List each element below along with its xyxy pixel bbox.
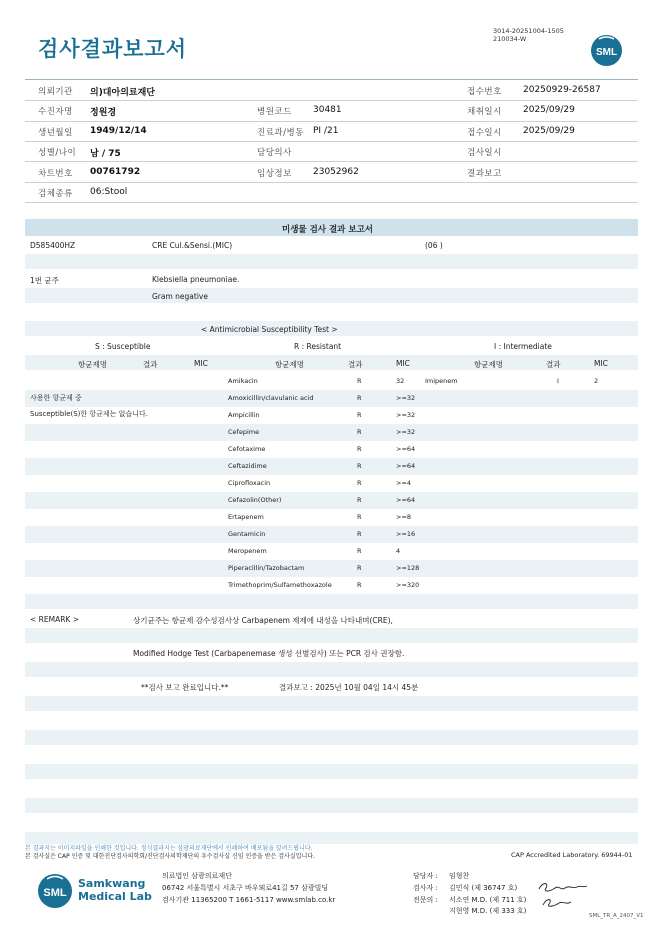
test-code: D585400HZ [30, 241, 76, 250]
drug-mic: >=32 [396, 394, 416, 402]
birth-value: 1949/12/14 [90, 126, 147, 136]
drug-result: R [357, 479, 362, 487]
drug-result: R [357, 496, 362, 504]
intermediate-drug-result: I [557, 377, 559, 385]
drug-result: R [357, 564, 362, 572]
drug-mic: >=4 [396, 479, 412, 487]
drug-name: Ampicillin [228, 411, 260, 419]
requesting-org-value: 의)대아의료재단 [90, 88, 155, 98]
drug-result: R [357, 547, 362, 555]
drug-mic: 32 [396, 377, 405, 385]
table-row-band [25, 560, 638, 577]
chart-no-value: 00761792 [90, 167, 141, 177]
specialist2-value: 지현영 M.D. (제 333 호) [449, 907, 527, 915]
dept-value: PI /21 [313, 126, 339, 136]
susceptible-note-line1: 사용한 항균제 중 [30, 394, 82, 402]
drug-name: Ertapenem [228, 513, 264, 521]
drug-mic: >=64 [396, 496, 416, 504]
col-header-drug-r: 항균제명 [275, 360, 304, 369]
recipient-label: 수진자명 [38, 107, 73, 117]
page-title: 검사결과보고서 [38, 37, 188, 61]
drug-name: Gentamicin [228, 530, 266, 538]
result-report-label: 결과보고 [467, 169, 502, 179]
tester-label: 검사자 : [413, 884, 438, 892]
sex-age-label: 성별/나이 [38, 148, 77, 158]
col-header-drug-i: 항균제명 [474, 360, 503, 369]
drug-result: R [357, 462, 362, 470]
col-header-mic-i: MIC [594, 359, 608, 368]
drug-name: Meropenem [228, 547, 267, 555]
drug-name: Cefazolin(Other) [228, 496, 282, 504]
drug-mic: >=64 [396, 445, 416, 453]
recipient-value: 정원경 [90, 108, 117, 118]
drug-name: Amikacin [228, 377, 258, 385]
drug-result: R [357, 377, 362, 385]
samkwang-logo-icon [37, 873, 73, 909]
clinical-value: 23052962 [313, 167, 359, 177]
table-row-band [25, 424, 638, 441]
drug-mic: >=32 [396, 428, 416, 436]
company-name-line2: Medical Lab [78, 890, 152, 903]
manager-label: 담당자 : [413, 872, 438, 880]
organism-name: Klebsiella pneumoniae. [152, 275, 240, 284]
collection-date-label: 채취일시 [467, 107, 502, 117]
remark-line2: Modified Hodge Test (Carbapenemase 생성 선별검사) 또는 PCR 검사 권장함. [133, 649, 405, 658]
legend-intermediate: I : Intermediate [494, 342, 552, 351]
legend-susceptible: S : Susceptible [95, 342, 151, 351]
specialist1-value: 서소연 M.D. (제 711 호) [449, 896, 527, 904]
organism-gram: Gram negative [152, 292, 208, 301]
svg-text:SML: SML [43, 887, 67, 899]
col-header-result-s: 결과 [143, 360, 158, 369]
test-suffix: (06 ) [425, 241, 443, 250]
legend-resistant: R : Resistant [294, 342, 342, 351]
col-header-result-r: 결과 [348, 360, 363, 369]
signature-icon [537, 879, 589, 911]
org-contact: 검사기관 11365200 T 1661-5117 www.smlab.co.kr [162, 896, 336, 904]
form-code: SML_TR_A_2407_V1 [589, 913, 644, 919]
drug-result: R [357, 428, 362, 436]
company-name-line1: Samkwang [78, 877, 146, 890]
test-date-label: 검사일시 [467, 148, 502, 158]
report-section-title: 미생물 검사 결과 보고서 [282, 225, 373, 235]
drug-mic: >=32 [396, 411, 416, 419]
drug-result: R [357, 445, 362, 453]
col-header-result-i: 결과 [546, 360, 561, 369]
collection-date-value: 2025/09/29 [523, 105, 575, 115]
table-row-band [25, 458, 638, 475]
drug-mic: >=320 [396, 581, 420, 589]
intermediate-drug-mic: 2 [594, 377, 599, 385]
specimen-label: 검체종류 [38, 189, 73, 199]
drug-result: R [357, 411, 362, 419]
drug-name: Piperacillin/Tazobactam [228, 564, 305, 572]
ast-title: < Antimicrobial Susceptibility Test > [201, 325, 338, 334]
dept-label: 진료과/병동 [257, 128, 304, 138]
manager-value: 임형찬 [449, 872, 470, 880]
remark-line1: 상기균주는 항균제 감수성검사상 Carbapenem 제제에 내성을 나타내며(CRE), [133, 616, 393, 625]
drug-name: Ciprofloxacin [228, 479, 271, 487]
hospital-code-label: 병원코드 [257, 107, 292, 117]
receipt-no-label: 접수번호 [467, 87, 502, 97]
tester-value: 김민식 (제 36747 호) [449, 884, 518, 892]
receipt-no-value: 20250929-26587 [523, 85, 601, 95]
drug-name: Cefepime [228, 428, 260, 436]
drug-mic: >=128 [396, 564, 420, 572]
svg-text:SML: SML [595, 47, 618, 58]
test-name: CRE Cul.&Sensi.(MIC) [152, 241, 233, 250]
drug-mic: >=8 [396, 513, 412, 521]
drug-name: Trimethoprim/Sulfamethoxazole [228, 581, 332, 589]
org-address: 06742 서울특별시 서초구 바우뫼로41길 57 삼광빌딩 [162, 884, 329, 892]
accreditation-notice: 본 검사실은 CAP 인증 및 대한진단검사의학회/진단검사의학재단의 우수검사실 신임 인증을 받은 검사실입니다. [25, 853, 315, 860]
col-header-mic-s: MIC [194, 359, 208, 368]
hospital-code-value: 30481 [313, 105, 342, 115]
receipt-date-value: 2025/09/29 [523, 126, 575, 136]
doctor-label: 담당의사 [257, 148, 292, 158]
table-row-band [25, 390, 638, 407]
remark-label: < REMARK > [30, 615, 80, 624]
drug-result: R [357, 394, 362, 402]
intermediate-drug-name: Imipenem [425, 377, 458, 385]
receipt-date-label: 접수일시 [467, 128, 502, 138]
drug-name: Amoxicillin/clavulanic acid [228, 394, 314, 402]
document-code: 3014-20251004-1505 210034-W [493, 27, 564, 43]
col-header-mic-r: MIC [396, 359, 410, 368]
drug-mic: >=16 [396, 530, 416, 538]
susceptible-note-line2: Susceptible(S)한 항균제는 없습니다. [30, 410, 148, 418]
report-complete-text: **검사 보고 완료입니다.** [141, 683, 229, 692]
birth-label: 생년월일 [38, 128, 73, 138]
requesting-org-label: 의뢰기관 [38, 87, 73, 97]
drug-name: Cefotaxime [228, 445, 266, 453]
chart-no-label: 차트번호 [38, 169, 73, 179]
clinical-label: 임상정보 [257, 169, 292, 179]
drug-result: R [357, 530, 362, 538]
org-name: 의료법인 삼광의료재단 [162, 872, 232, 880]
sex-age-value: 남 / 75 [90, 149, 121, 159]
specimen-value: 06:Stool [90, 187, 128, 197]
col-header-drug-s: 항균제명 [78, 360, 107, 369]
print-notice: 본 결과지는 이미지파일을 인쇄한 것입니다. 정식결과지는 삼광의료재단에서 인쇄하여 배포됨을 알려드립니다. [25, 845, 313, 852]
drug-mic: >=64 [396, 462, 416, 470]
drug-result: R [357, 513, 362, 521]
report-time: 결과보고 : 2025년 10월 04일 14시 45분 [279, 683, 419, 692]
drug-result: R [357, 581, 362, 589]
cap-accreditation: CAP Accredited Laboratory. 69944-01 [511, 851, 633, 859]
specialist-label: 전문의 : [413, 896, 438, 904]
drug-name: Ceftazidime [228, 462, 267, 470]
drug-mic: 4 [396, 547, 401, 555]
table-row-band [25, 492, 638, 509]
table-row-band [25, 526, 638, 543]
organism-label: 1번 균주 [30, 276, 59, 285]
sml-logo-icon [590, 34, 623, 67]
